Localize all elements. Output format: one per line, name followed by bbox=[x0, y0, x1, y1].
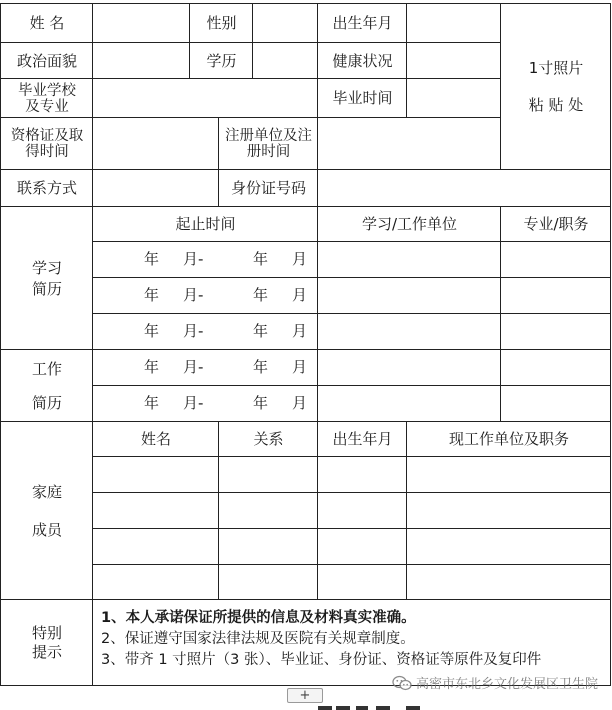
work-row2-end-month: 月 bbox=[292, 394, 308, 412]
study-side-label bbox=[0, 206, 93, 350]
gender-field[interactable] bbox=[252, 3, 318, 43]
grad-time-field[interactable] bbox=[406, 78, 501, 118]
name-label: 姓 名 bbox=[0, 3, 93, 43]
watermark-text: 高密市东北乡文化发展区卫生院 bbox=[415, 677, 598, 692]
study-unit-row-1[interactable] bbox=[317, 241, 501, 278]
family-birth-row-1[interactable] bbox=[317, 456, 407, 493]
grad-time-label: 毕业时间 bbox=[317, 78, 407, 118]
study-row1-start-month: 月- bbox=[183, 250, 204, 268]
cutoff-next-line bbox=[318, 704, 438, 710]
family-name-row-2[interactable] bbox=[92, 492, 219, 529]
work-unit-row-2[interactable] bbox=[317, 385, 501, 422]
major-header: 专业/职务 bbox=[500, 206, 611, 242]
study-row3-end-year: 年 bbox=[253, 322, 269, 340]
education-label: 学历 bbox=[189, 42, 253, 79]
family-relation-row-4[interactable] bbox=[218, 564, 318, 600]
study-row1-end-month: 月 bbox=[292, 250, 308, 268]
study-period-row-1[interactable] bbox=[92, 241, 318, 278]
politics-label: 政治面貌 bbox=[0, 42, 93, 79]
family-name-row-4[interactable] bbox=[92, 564, 219, 600]
family-side-line2: 成员 bbox=[31, 520, 62, 539]
study-period-row-2[interactable] bbox=[92, 277, 318, 314]
study-row2-start-month: 月- bbox=[183, 286, 204, 304]
study-period-row-3[interactable] bbox=[92, 313, 318, 350]
photo-area[interactable] bbox=[500, 3, 611, 170]
expand-button[interactable]: + bbox=[287, 688, 323, 703]
work-side-line2: 简历 bbox=[31, 393, 62, 412]
family-relation-row-1[interactable] bbox=[218, 456, 318, 493]
work-period-row-2[interactable] bbox=[92, 385, 318, 422]
study-row3-start-month: 月- bbox=[183, 322, 204, 340]
table-right-border bbox=[610, 3, 611, 686]
family-header-name: 姓名 bbox=[92, 421, 219, 457]
work-period-row-1[interactable] bbox=[92, 349, 318, 386]
work-side-line1: 工作 bbox=[31, 359, 62, 378]
reg-label bbox=[218, 117, 318, 170]
study-side-line2: 简历 bbox=[31, 279, 62, 298]
study-major-row-3[interactable] bbox=[500, 313, 611, 350]
work-row1-start-year: 年 bbox=[144, 358, 160, 376]
reg-field[interactable] bbox=[317, 117, 501, 170]
family-header-birth: 出生年月 bbox=[317, 421, 407, 457]
family-header-work: 现工作单位及职务 bbox=[406, 421, 611, 457]
notes-side-line1: 特别 bbox=[31, 624, 62, 642]
study-row3-start-year: 年 bbox=[144, 322, 160, 340]
cert-label-line2: 得时间 bbox=[25, 144, 69, 160]
cert-label-line1: 资格证及取 bbox=[10, 128, 84, 144]
family-work-row-2[interactable] bbox=[406, 492, 611, 529]
study-major-row-1[interactable] bbox=[500, 241, 611, 278]
study-row1-start-year: 年 bbox=[144, 250, 160, 268]
note-item-3: 3、带齐 1 寸照片（3 张）、毕业证、身份证、资格证等原件及复印件 bbox=[101, 652, 542, 668]
family-birth-row-2[interactable] bbox=[317, 492, 407, 529]
study-row2-end-year: 年 bbox=[253, 286, 269, 304]
family-work-row-1[interactable] bbox=[406, 456, 611, 493]
reg-label-line1: 注册单位及注 bbox=[225, 128, 312, 144]
wechat-icon bbox=[392, 675, 412, 691]
study-row2-end-month: 月 bbox=[292, 286, 308, 304]
gender-label: 性别 bbox=[189, 3, 253, 43]
school-label bbox=[0, 78, 93, 118]
photo-label-line2: 粘 贴 处 bbox=[528, 96, 584, 114]
name-field[interactable] bbox=[92, 3, 190, 43]
work-unit-row-1[interactable] bbox=[317, 349, 501, 386]
note-item-1: 1、本人承诺保证所提供的信息及材料真实准确。 bbox=[101, 610, 416, 626]
contact-label: 联系方式 bbox=[0, 169, 93, 207]
work-row1-end-month: 月 bbox=[292, 358, 308, 376]
family-birth-row-3[interactable] bbox=[317, 528, 407, 565]
work-row1-end-year: 年 bbox=[253, 358, 269, 376]
work-row2-start-month: 月- bbox=[183, 394, 204, 412]
birth-label: 出生年月 bbox=[317, 3, 407, 43]
family-name-row-3[interactable] bbox=[92, 528, 219, 565]
study-unit-row-2[interactable] bbox=[317, 277, 501, 314]
family-side-label bbox=[0, 421, 93, 600]
family-side-line1: 家庭 bbox=[31, 482, 62, 501]
study-row2-start-year: 年 bbox=[144, 286, 160, 304]
photo-label-line1: 1寸照片 bbox=[528, 59, 584, 77]
note-item-2: 2、保证遵守国家法律法规及医院有关规章制度。 bbox=[101, 631, 415, 647]
health-label: 健康状况 bbox=[317, 42, 407, 79]
work-major-row-2[interactable] bbox=[500, 385, 611, 422]
work-major-row-1[interactable] bbox=[500, 349, 611, 386]
unit-header: 学习/工作单位 bbox=[317, 206, 501, 242]
reg-label-line2: 册时间 bbox=[246, 144, 291, 160]
family-birth-row-4[interactable] bbox=[317, 564, 407, 600]
id-field[interactable] bbox=[317, 169, 611, 207]
notes-side-label bbox=[0, 599, 93, 686]
id-label: 身份证号码 bbox=[218, 169, 318, 207]
health-field[interactable] bbox=[406, 42, 501, 79]
contact-field[interactable] bbox=[92, 169, 219, 207]
study-side-line1: 学习 bbox=[31, 258, 62, 277]
school-field[interactable] bbox=[92, 78, 318, 118]
study-unit-row-3[interactable] bbox=[317, 313, 501, 350]
school-label-line1: 毕业学校 bbox=[18, 82, 76, 99]
work-row1-start-month: 月- bbox=[183, 358, 204, 376]
work-row2-start-year: 年 bbox=[144, 394, 160, 412]
school-label-line2: 及专业 bbox=[25, 98, 69, 115]
politics-field[interactable] bbox=[92, 42, 190, 79]
family-work-row-3[interactable] bbox=[406, 528, 611, 565]
study-major-row-2[interactable] bbox=[500, 277, 611, 314]
family-name-row-1[interactable] bbox=[92, 456, 219, 493]
work-side-label bbox=[0, 349, 93, 422]
cert-field[interactable] bbox=[92, 117, 219, 170]
family-relation-row-2[interactable] bbox=[218, 492, 318, 529]
family-relation-row-3[interactable] bbox=[218, 528, 318, 565]
study-row3-end-month: 月 bbox=[292, 322, 308, 340]
cert-label bbox=[0, 117, 93, 170]
period-header: 起止时间 bbox=[92, 206, 318, 242]
family-work-row-4[interactable] bbox=[406, 564, 611, 600]
work-row2-end-year: 年 bbox=[253, 394, 269, 412]
family-header-relation: 关系 bbox=[218, 421, 318, 457]
education-field[interactable] bbox=[252, 42, 318, 79]
study-row1-end-year: 年 bbox=[253, 250, 269, 268]
notes-side-line2: 提示 bbox=[31, 643, 62, 661]
watermark bbox=[392, 673, 598, 692]
birth-field[interactable] bbox=[406, 3, 501, 43]
